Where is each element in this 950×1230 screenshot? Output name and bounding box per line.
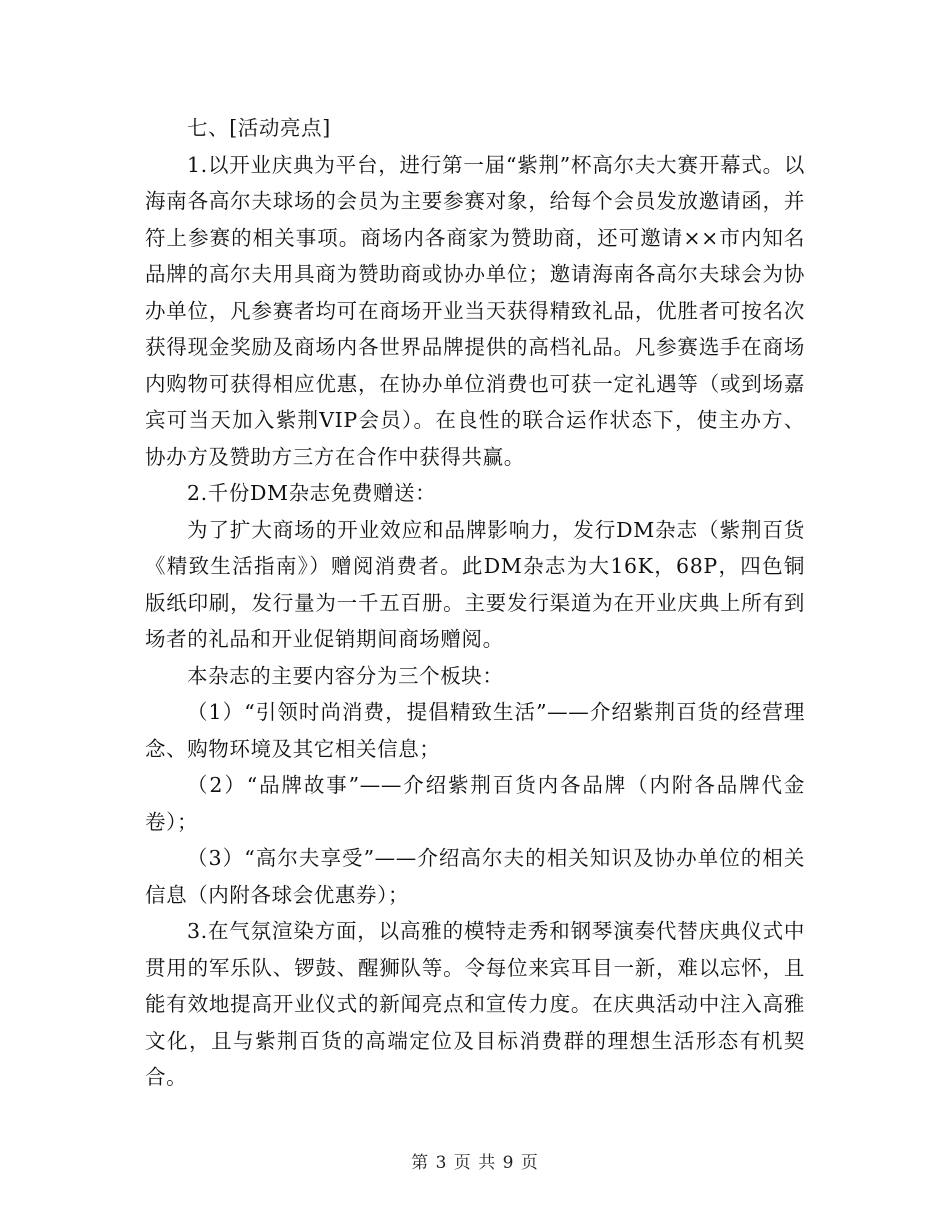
paragraph-atmosphere: 3.在气氛渲染方面，以高雅的模特走秀和钢琴演奏代替庆典仪式中贯用的军乐队、锣鼓、醒狮队等。令每位来宾耳目一新，难以忘怀，且能有效地提高开业仪式的新闻亮点和宣传力度。在庆典活动中注入高雅文化，且与紫荆百货的高端定位及目标消费群的理想生活形态有机契合。	[145, 919, 805, 1089]
paragraph-dm-magazine-title: 2.千份DM杂志免费赠送：	[187, 481, 437, 505]
paragraph-golf-tournament: 1.以开业庆典为平台，进行第一届“紫荆”杯高尔夫大赛开幕式。以海南各高尔夫球场的会员为主要参赛对象，给每个会员发放邀请函，并符上参赛的相关事项。商场内各商家为赞助商，还可邀请××市内知名品牌的高尔夫用具商为赞助商或协办单位；邀请海南各高尔夫球会为协办单位，凡参赛者均可在商场开业当天获得精致礼品，优胜者可按名次获得现金奖励及商场内各世界品牌提供的高档礼品。凡参赛选手在商场内购物可获得相应优惠，在协办单位消费也可获一定礼遇等（或到场嘉宾可当天加入紫荆VIP会员）。在良性的联合运作状态下，使主办方、协办方及赞助方三方在合作中获得共赢。	[145, 152, 805, 469]
section-heading: 七、[活动亮点]	[187, 116, 331, 140]
paragraph-dm-magazine-detail: 为了扩大商场的开业效应和品牌影响力，发行DM杂志（紫荆百货《精致生活指南》）赠阅消费者。此DM杂志为大16K，68P，四色铜版纸印刷，发行量为一千五百册。主要发行渠道为在开业庆典上所有到场者的礼品和开业促销期间商场赠阅。	[145, 517, 805, 651]
paragraph-magazine-sections-intro: 本杂志的主要内容分为三个板块：	[187, 663, 504, 688]
paragraph-magazine-section-3: （3）“高尔夫享受”——介绍高尔夫的相关知识及协办单位的相关信息（内附各球会优惠券）；	[145, 846, 805, 907]
paragraph-magazine-section-2: （2）“品牌故事”——介绍紫荆百货内各品牌（内附各品牌代金卷）；	[145, 773, 805, 834]
document-body	[145, 110, 805, 1096]
page-number-footer: 第 3 页 共 9 页	[411, 1153, 539, 1173]
paragraph-magazine-section-1: （1）“引领时尚消费，提倡精致生活”——介绍紫荆百货的经营理念、购物环境及其它相关信息；	[145, 700, 805, 761]
